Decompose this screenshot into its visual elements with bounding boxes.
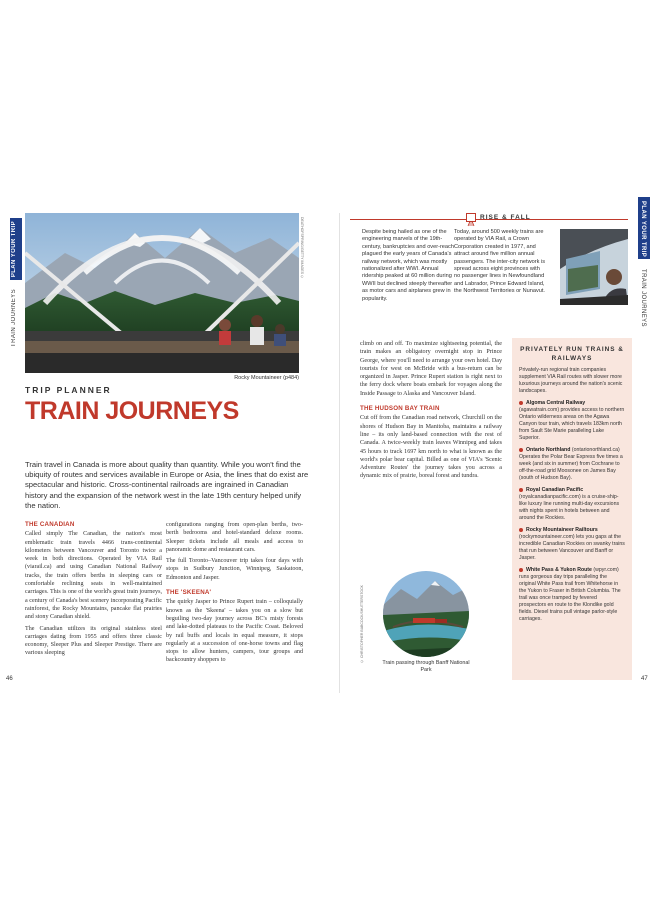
bullet-icon: [519, 528, 523, 532]
canadian-paragraph-3: configurations ranging from open-plan berths, two-berth bedrooms and hotel-standard deluxe rooms. Sleeper tickets include all meals and access to panoramic dome and restaurant cars.: [166, 522, 303, 553]
canadian-paragraph-4: The full Toronto–Vancouver trip takes four days with stops in Sudbury Junction, Winnipeg, Saskatoon, Edmonton and Jasper.: [166, 558, 303, 581]
sidebar-item-algoma: [519, 400, 625, 442]
sidebar-item-rocky-mountaineer: [519, 527, 625, 562]
tab-label-left: PLAN YOUR TRIP: [11, 221, 17, 278]
skeena-continued-paragraph: climb on and off. To maximize sightseeing potential, the train makes an obligatory overnight stop in Prince George, where you'll need to arrange your own hotel. Day tourists for west on McBride with a bus-return can be organized in Jasper. Prince Rupert station is right next to the ferry dock where boats embark for voyages along the Inside Passage to Alaska and Vancouver Island.: [360, 341, 502, 397]
section-label-right: TRAIN JOURNEYS: [640, 269, 646, 327]
sidebar-item-royal-canadian-pacific: [519, 487, 625, 522]
rise-and-fall-box: [350, 214, 628, 329]
sidebar-item-ontario-northland: [519, 447, 625, 482]
circle-photo-banff-train: [383, 571, 469, 657]
sidebar-intro: Privately-run regional train companies supplement VIA Rail routes with slower more luxurious journeys around the nation's scenic landscapes.: [519, 367, 623, 394]
sidebar-title: PRIVATELY RUN TRAINS & RAILWAYS: [520, 346, 624, 362]
bullet-icon: [519, 448, 523, 452]
hudson-paragraph-1: Cut off from the Canadian road network, Churchill on the shores of Hudson Bay in Manitoba, maintains a railway line – its only land-based connection with the rest of Canada. A twice-weekly train leaves Winnipeg and takes 45 hours to track 1697 km north to what is known as the world's polar bear capital. Billed as one of VIA's 'Scenic Adventure Routes' the journey takes you across a dynamic mix of prairie, boreal forest and tundra.: [360, 415, 502, 480]
heading-hudson-bay-train: THE HUDSON BAY TRAIN: [360, 405, 440, 413]
canadian-paragraph-1: Called simply The Canadian, the nation's most emblematic train travels 4466 trans-continental kilometers between Vancouver and Toronto twice a week in both directions. Operated by VIA Rail (viarail.ca) and using Canadian National Railway tracks, the train offers berths in sleeping cars or comfortable reclining seats in well-maintained carriages. This is one of the world's great train journeys, a century of Canada's best scenery incorporating Pacific rainforest, the Rocky Mountains, pancake flat prairies and stony Canadian shield.: [25, 531, 162, 621]
hero-photo-credit: DEATHOFSPRING/GETTY IMAGES ©: [300, 217, 304, 280]
sidebar-item-text: (royalcanadianpacific.com) is a cruise-ship-like luxury line running multi-day excursions with nights spent in hotels between and around the Rockies.: [519, 494, 620, 521]
privately-run-trains-sidebar: [512, 338, 632, 680]
sidebar-item-name: Rocky Mountaineer Railtours: [526, 527, 598, 533]
rise-title: RISE & FALL: [480, 214, 531, 221]
hero-caption: Rocky Mountaineer (p484): [234, 375, 299, 381]
section-label-left: TRAIN JOURNEYS: [11, 289, 17, 347]
sidebar-item-white-pass: [519, 567, 625, 623]
hero-photo-dome-car: [25, 213, 299, 373]
sidebar-item-text: (wpyr.com) runs gorgeous day trips paralleling the original White Pass trail from Whitehorse in the Yukon to Fraser in British Columbia. The trail was once tramped by fevered prospectors en route to the Klondike gold fields. Diesel trains pull vintage parlor-style carriages.: [519, 567, 621, 622]
intro-paragraph: Train travel in Canada is more about quality than quantity. While you won't find the ubiquity of routes and services available in Europe or Asia, the lines that do exist are spectacular and historic. Cross-continental railroads are ingrained in Canadian history and the expansion of the network west in the late 19th century helped unify the nation.: [25, 460, 309, 510]
circle-photo-credit: © CHRISTOPHER BABCOCK/SHUTTERSTOCK: [360, 585, 364, 663]
sidebar-item-name: White Pass & Yukon Route: [526, 567, 592, 573]
left-column-2: [166, 521, 303, 668]
page-gutter: [339, 213, 340, 693]
right-column-1: [360, 340, 502, 484]
page-number-left: 46: [6, 676, 13, 682]
sidebar-item-name: Algoma Central Railway: [526, 400, 586, 406]
heading-the-canadian: THE CANADIAN: [25, 521, 75, 528]
sidebar-item-text: (agawatrain.com) provides access to northern Ontario wilderness areas on the Agawa Canyon tour train, which travels 183km north from Sault Ste Marie paralleling Lake Superior.: [519, 407, 625, 441]
skeena-paragraph-1: The quirky Jasper to Prince Rupert train – colloquially known as the 'Skeena' – takes you on a slow but beguiling two-day journey across BC's misty forests and lake-dotted plateaus to the Pacific Coast. Beloved by rail buffs and locals in equal measure, it stops regularly at a succession of one-horse towns and flag stops to allow hunters, campers, tour groups and backcountry shoppers to: [166, 599, 303, 664]
sidebar-item-name: Ontario Northland: [526, 447, 571, 453]
rise-column-1: Despite being hailed as one of the engineering marvels of the 19th-century, bankruptcies and over-reach plagued the early years of Canada's railway network, which was mostly nationalized after WWI. Annual ridership peaked at 60 million during WWII but declined steeply thereafter as motor cars and airplanes grew in popularity.: [362, 229, 454, 302]
rise-column-2: Today, around 500 weekly trains are operated by VIA Rail, a Crown Corporation created in 1977, and attract around five million annual passengers. The inter-city network is spread across eight provinces with no passenger lines in Newfoundland and Labrador, Prince Edward Island, the Northwest Territories or Nunavut.: [454, 229, 545, 295]
trip-planner-kicker: TRIP PLANNER: [25, 385, 112, 395]
page-title: TRAIN JOURNEYS: [25, 397, 239, 425]
bullet-icon: [519, 401, 523, 405]
left-column-1: [25, 521, 162, 661]
rise-photo-passenger: [560, 229, 628, 305]
page-number-right: 47: [641, 676, 648, 682]
bullet-icon: [519, 568, 523, 572]
sidebar-item-text: (ontarionorthland.ca) Operates the Polar Bear Express five times a week (and six in summer) from Cochrane to off-the-road grid Moosonee on James Bay (south of Hudson Bay).: [519, 447, 623, 481]
canadian-paragraph-2: The Canadian utilizes its original stainless steel carriages dating from 1955 and offers three classic economy, Sleeper Plus and Sleeper Prestige. There are various sleeping: [25, 625, 162, 657]
tab-label-right: PLAN YOUR TRIP: [640, 201, 646, 258]
circle-photo-caption: Train passing through Banff National Park: [382, 660, 470, 673]
sidebar-item-text: (rockymountaineer.com) lets you gaps at the incredible Canadian Rockies on swanky trains that run between Vancouver and Banff or Jasper.: [519, 534, 625, 561]
heading-skeena: THE 'SKEENA': [166, 589, 212, 597]
book-spread: [6, 201, 650, 693]
rail-icon: [466, 213, 476, 222]
sidebar-item-name: Royal Canadian Pacific: [526, 487, 584, 493]
bullet-icon: [519, 488, 523, 492]
